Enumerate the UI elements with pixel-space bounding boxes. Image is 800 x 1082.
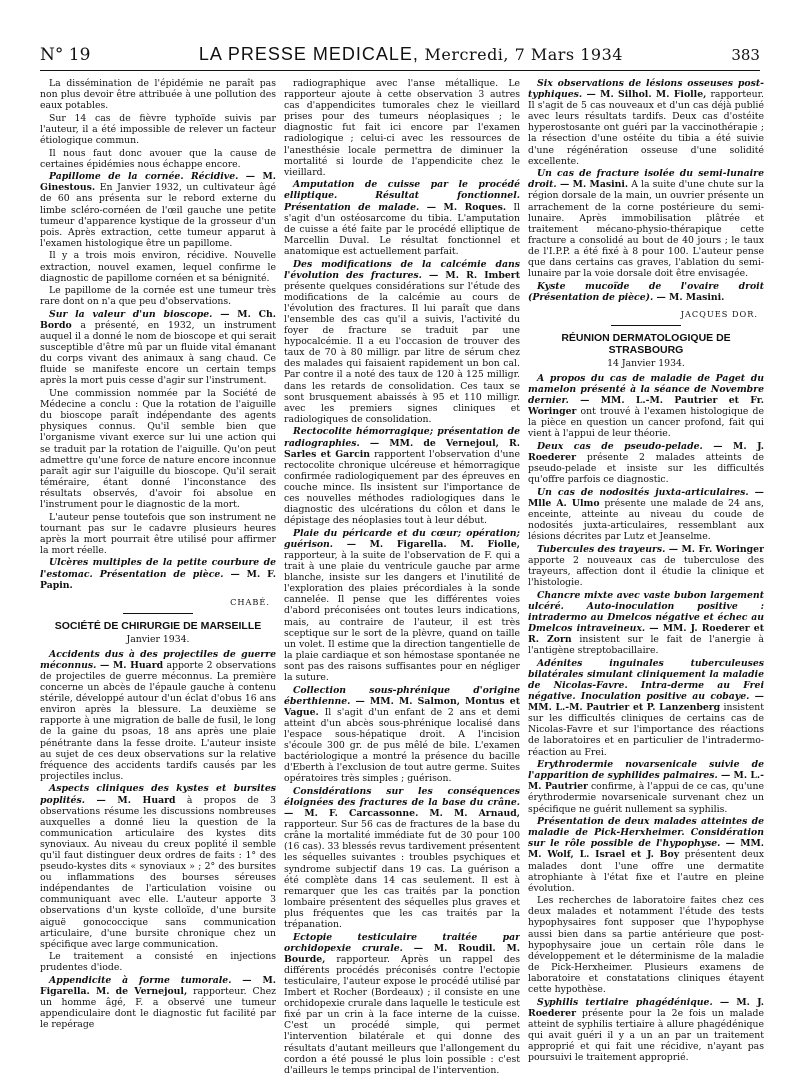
column-1b-paragraphs xyxy=(40,649,276,1031)
item-authors: — M. Roques. xyxy=(419,201,507,213)
column-3-paragraphs xyxy=(528,78,764,303)
column-1-paragraphs xyxy=(40,78,276,591)
item-body: confirme, à l'appui de ce cas, qu'une érythrodermie novarsenicale survenant chez un spécifique ne guérit nullement sa syphilis. xyxy=(528,781,764,815)
paragraph xyxy=(40,78,276,111)
paragraph xyxy=(528,168,764,279)
paragraph xyxy=(528,997,764,1064)
item-body: rapporteur, à la suite de l'observation de F. qui a trait à une plaie du ventricule gauche par arme blanche, insiste sur les dangers et l'inutilité de l'exploration des plaies précordiales à la sonde cannelée. Il pense que les différentes voies d'abord préconisées ont toutes leurs indications, mais, au contraire de l'auteur, il est très sceptique sur le sort de la plèvre, quand on taille un volet. Il estime que la direction tangentielle de la plaie cardiaque et son hémostase spontanée ne sont pas des raisons suffisantes pour en négliger la suture. xyxy=(284,549,520,683)
item-authors: — M. J. Roederer xyxy=(528,441,764,464)
column-2 xyxy=(284,78,520,1074)
paragraph xyxy=(284,932,520,1074)
paragraph xyxy=(528,78,764,167)
paragraph xyxy=(284,685,520,785)
item-title: Collection sous-phrénique d'origine éberthienne. xyxy=(284,684,520,707)
item-authors: — M. Figarella. M. de Vernejoul, xyxy=(40,975,276,998)
item-body: apporte 2 nouveaux cas de tuberculose des trayeurs, affection dont il étudie la clinique et l'histologie. xyxy=(528,554,764,589)
article-columns xyxy=(40,78,764,1074)
item-authors: — M. Ginestous. xyxy=(40,171,276,194)
item-title: Appendicite à forme tumorale. xyxy=(49,975,232,987)
signature: CHABÉ. xyxy=(230,596,270,607)
item-body: ont trouvé à l'examen histologique de la pièce en question un cancer profond, fait qui vient à l'appui de leur théorie. xyxy=(528,406,764,440)
item-title: Adénites inguinales tuberculeuses bilatérales simulant cliniquement la maladie de Nicolas-Favre. Intra-derme au Frei négative. Inoculation positive au cobaye. xyxy=(528,657,764,703)
item-body: rapporteur. Chez un homme âgé, F. a observé une tumeur appendiculaire dont le diagnostic fut facilité par le repérage xyxy=(40,986,276,1031)
item-authors: — M. F. Carcassonne. M. M. Arnaud, xyxy=(284,808,520,820)
item-title: Amputation de cuisse par le procédé elliptique. Résultat fonctionnel. Présentation de malade. xyxy=(284,179,520,213)
item-authors: — MM. M. Salmon, Montus et Vague. xyxy=(284,695,520,718)
paragraph xyxy=(528,658,764,758)
journal-title: LA PRESSE MEDICALE, xyxy=(198,44,419,64)
item-body: rapportent l'observation d'une rectocolite chronique ulcéreuse et hémorragique confirmée radiologiquement par des épreuves en couche mince. Ils insistent sur l'importance de ces nouvelles méthodes radiologiques dans le diagnostic des ulcérations du côlon et dans le dépistage des néoplasies tout à leur début. xyxy=(284,448,520,527)
item-authors: — M. Silhol. M. Fiolle, xyxy=(582,89,707,101)
paragraph xyxy=(284,179,520,257)
item-body: présente quelques considérations sur l'étude des modifications de la calcémie au cours de l'évolution des fractures. Il lui paraît que dans l'ensemble des cas qu'il a suivis, l'activité du foyer de fracture se traduit par une hypocalcémie. Il a eu l'occasion de trouver des taux de 70 à 80 milligr. par litre de sérum chez des malades qui faisaient rapidement un bon cal. Par contre il a noté des taux de 120 à 125 milligr. dans les retards de consolidation. Ces taux se sont brusquement abaissés à 95 et 110 milligr. avec les premiers signes cliniques et radiologiques de consolidation. xyxy=(284,280,520,425)
item-body: En Janvier 1932, un cultivateur âgé de 60 ans présenta sur le rebord externe du limbe scléro-cornéen de l'œil gauche une petite tumeur d'apparence kystique de la grosseur d'un pois. Après extraction, cette tumeur apparut à l'examen histologique être un papillome. xyxy=(40,182,276,249)
item-authors: — Mlle A. Ulmo xyxy=(528,486,764,509)
page-number: 383 xyxy=(731,46,760,64)
item-body: Une commission nommée par la Société de Médecine a conclu : Que la rotation de l'aiguille du bioscope paraît indépendante des agents physiques connus. Qu'il semble bien que l'organisme vivant exerce sur lui une action qui se traduit par la rotation de l'aiguille. Qu'on peut admettre qu'une force de nature encore inconnue paraît agir sur l'aiguille du bioscope. Qu'il serait téméraire, étant donné l'inconstance des résultats observés, d'avoir foi absolue en l'instrument pour le diagnostic de la mort. xyxy=(40,388,276,510)
paragraph xyxy=(40,512,276,556)
item-title: Six observations de lésions osseuses post-typhiques. xyxy=(528,78,764,101)
signature: JACQUES DOR. xyxy=(680,308,758,319)
paragraph xyxy=(528,895,764,995)
section-divider xyxy=(611,325,681,326)
item-body: présente une malade de 24 ans, enceinte, atteinte au niveau du coude de nodosités juxta-articulaires, ressemblant aux lésions décrites par Lutz et Jeanselme. xyxy=(528,498,764,543)
issue-date: Mercredi, 7 Mars 1934 xyxy=(424,45,623,64)
item-authors: — M. Roudil. M. Bourde, xyxy=(284,942,520,965)
section-date: 14 Janvier 1934. xyxy=(607,357,685,369)
paragraph xyxy=(528,441,764,485)
item-title: Considérations sur les conséquences éloignées des fractures de la base du crâne. xyxy=(284,785,520,808)
paragraph xyxy=(284,528,520,683)
column-2-paragraphs xyxy=(284,78,520,1074)
paragraph xyxy=(40,250,276,283)
issue-number: N° 19 xyxy=(40,45,91,65)
page-header xyxy=(40,44,760,71)
journal-masthead xyxy=(199,44,623,65)
item-authors: — M. J. Roederer xyxy=(528,996,764,1019)
item-body: a présenté, en 1932, un instrument auquel il a donné le nom de bioscope et qui serait susceptible d'être mû par un fluide vital émanant du corps vivant des animaux à sang chaud. Ce fluide se manifeste encore un certain temps après la mort puis cesse d'agir sur l'instrument. xyxy=(40,319,276,387)
item-title: Plaie du péricarde et du cœur; opération; guérison. xyxy=(284,527,520,550)
section-heading: RÉUNION DERMATOLOGIQUE DE STRASBOURG xyxy=(561,331,731,356)
paragraph xyxy=(284,259,520,425)
paragraph xyxy=(40,951,276,973)
item-body: rapporteur. Il s'agit de 5 cas nouveaux et d'un cas déjà publié avec leurs résultats tardifs. Deux cas d'ostéite hyperostosante ont guéri par la vaccinothérapie ; la résection d'une ostéite du tibia a été suivie d'une régénération osseuse d'une solidité excellente. xyxy=(528,89,764,167)
paragraph xyxy=(528,759,764,814)
item-authors: — MM. L.-M. Pautrier et P. Lanzenberg xyxy=(528,691,764,714)
item-authors: — M. Masini. xyxy=(556,179,629,191)
item-body: radiographique avec l'anse métallique. Le rapporteur ajoute à cette observation 3 autres cas d'appendicites tumorales chez le vieillard prises pour des tumeurs néoplasiques ; le diagnostic fut fait ici encore par l'examen radiologique ; celui-ci avec les ressources de l'anesthésie locale permettra de diminuer la mortalité si lourde de l'appendicite chez le vieillard. xyxy=(284,78,520,178)
item-authors: — MM. M. Wolf, L. Israel et J. Boy xyxy=(528,838,764,861)
item-title: Ectopie testiculaire traitée par orchidopexie crurale. xyxy=(284,931,520,954)
item-title: Erythrodermie novarsenicale suivie de l'apparition de syphilides palmaires. xyxy=(528,759,764,782)
item-body: présentent deux malades dont l'une offre une dermatite atrophiante à l'état fixe et l'autre en pleine évolution. xyxy=(528,849,764,894)
paragraph xyxy=(528,544,764,588)
item-body: apporte 2 observations de projectiles de guerre méconnus. La première concerne un abcès de l'épaule gauche à contenu stérile, développé autour d'un éclat d'obus 16 ans environ après la blessure. La deuxième se rapporte à une migration de balle de fusil, le long de la gaine du psoas, 18 ans après une plaie pénétrante dans la fesse droite. L'auteur insiste au sujet de ces deux observations sur la relative fréquence des accidents tardifs causés par les projectiles inclus. xyxy=(40,659,276,782)
item-authors: — M. Huard xyxy=(84,794,176,806)
column-1 xyxy=(40,78,276,1074)
paragraph xyxy=(40,148,276,170)
item-body: Il nous faut donc avouer que la cause de certaines épidémies nous échappe encore. xyxy=(40,147,276,170)
item-body: à propos de 3 observations résume les discussions nombreuses auxquelles a donné lieu la question de la communication articulaire des kystes dits synoviaux. Au niveau du creux poplité il semble qu'il faut distinguer deux ordres de faits : 1° des pseudo-kystes dits « synoviaux » ; 2° des bursites ou inflammations des bourses séreuses indépendantes de l'articulation voisine ou communiquant avec elle. L'auteur apporte 3 observations d'un kyste colloïde, d'une bursite aiguë gonococcique sans communication articulaire, d'une bursite chronique chez un spécifique avec large communication. xyxy=(40,794,276,950)
paragraph xyxy=(40,649,276,782)
item-title: Sur la valeur d'un bioscope. xyxy=(49,308,213,320)
item-body: Il s'agit d'un ostéosarcome du tibia. L'amputation de cuisse a été faite par le procédé elliptique de Marcellin Duval. Le résultat fonctionnel et anatomique est actuellement parfait. xyxy=(284,201,520,257)
item-title: Tubercules des trayeurs. xyxy=(537,543,666,555)
item-body: présente 2 malades atteints de pseudo-pelade et insiste sur les difficultés qu'offre parfois ce diagnostic. xyxy=(528,452,764,486)
item-body: La dissémination de l'épidémie ne paraît pas non plus devoir être attribuée à une pollution des eaux potables. xyxy=(40,78,276,112)
item-body: présente pour la 2e fois un malade atteint de syphilis tertiaire à allure phagédénique qui avait guéri il y a un an par un traitement approprié et qui fait une récidive, n'ayant pas poursuivi le traitement approprié. xyxy=(528,1007,764,1064)
paragraph xyxy=(40,783,276,949)
column-3 xyxy=(528,78,764,1074)
paragraph xyxy=(528,281,764,303)
item-title: Un cas de fracture isolée du semi-lunaire droit. xyxy=(528,168,764,191)
item-title: A propos du cas de maladie de Paget du mamelon présenté à la séance de Novembre dernier. xyxy=(528,372,764,407)
item-body: rapporteur. Sur 56 cas de fractures de la base du crâne la mortalité immédiate fut de 30 pour 100 (16 cas). 33 blessés revus tardivement présentent les séquelles suivantes : troubles psychiques et syndrome subjectif dans 19 cas. La guérison a été complète dans 14 cas seulement. Il est à remarquer que les cas traités par la ponction lombaire présentent des séquelles plus graves et plus fréquentes que les cas traités par la trépanation. xyxy=(284,819,520,931)
item-title: Chancre mixte avec vaste bubon largement ulcéré. Auto-inoculation positive : intradermo au Dmelcos négative et échec au Dmelcos intraveineux. xyxy=(528,589,764,635)
item-authors: — MM. L.-M. Pautrier et Fr. Woringer xyxy=(528,395,764,418)
section-date: Janvier 1934. xyxy=(126,633,190,645)
item-authors: — M. Figarella. M. Fiolle, xyxy=(333,538,520,550)
paragraph xyxy=(40,171,276,249)
item-title: Accidents dus à des projectiles de guerre méconnus. xyxy=(40,648,276,671)
item-body: insistent sur les difficultés cliniques de certains cas de Nicolas-Favre et sur l'importance des réactions de laboratoires et en particulier de l'intradermo-réaction au Frei. xyxy=(528,702,764,758)
item-body: insistent sur le fait de l'anergie à l'antigène streptobacillaire. xyxy=(528,634,764,657)
paragraph xyxy=(528,590,764,657)
section-divider xyxy=(123,613,193,614)
item-title: Syphilis tertiaire phagédénique. xyxy=(537,996,713,1008)
item-body: Sur 14 cas de fièvre typhoïde suivis par l'auteur, il a été impossible de relever un facteur étiologique commun. xyxy=(40,112,276,146)
item-title: Des modifications de la calcémie dans l'évolution des fractures. xyxy=(284,258,520,281)
item-authors: — M. L.-M. Pautrier xyxy=(528,770,764,793)
paragraph xyxy=(284,426,520,526)
paragraph xyxy=(528,487,764,542)
item-title: Aspects cliniques des kystes et bursites poplités. xyxy=(40,783,276,806)
paragraph xyxy=(40,285,276,307)
item-body: rapporteur. Après un rappel des différents procédés préconisés contre l'ectopie testiculaire, l'auteur expose le procédé utilisé par Imbert et Rocher (Bordeaux) ; il consiste en une orchidopexie crurale dans laquelle le testicule est fixé par un crin à la face interne de la cuisse. C'est un procédé simple, qui permet l'intervention bilatérale et qui donne des résultats d'autant meilleurs que l'allongement du cordon a été poussé le plus loin possible : c'est d'ailleurs le temps principal de l'intervention. xyxy=(284,953,520,1074)
item-body: Les recherches de laboratoire faites chez ces deux malades et notamment l'étude des tests hypophysaires font supposer que l'hypophyse aussi bien dans sa partie antérieure que post-hypophysaire joue un certain rôle dans le développement et le déterminisme de la maladie de Pick-Herxheimer. Plusieurs examens de laboratoire et constatations cliniques étayent cette hypothèse. xyxy=(528,895,764,996)
item-body: Le traitement a consisté en injections prudentes d'iode. xyxy=(40,951,276,974)
paragraph xyxy=(528,373,764,440)
paragraph xyxy=(284,786,520,930)
item-title: Un cas de nodosités juxta-articulaires. xyxy=(537,486,749,498)
paragraph xyxy=(284,78,520,178)
item-title: Papillome de la cornée. Récidive. xyxy=(49,171,239,183)
paragraph xyxy=(40,975,276,1030)
paragraph xyxy=(528,816,764,894)
paragraph xyxy=(40,309,276,387)
item-body: A la suite d'une chute sur la région dorsale de la main, un ouvrier présente un arrachement de la corne postérieure du semi-lunaire. Après immobilisation plâtrée et traitement mécano-physio-thérapique cette fracture a consolidé au bout de 40 jours ; le taux de l'I.P.P. a été fixé à 8 pour 100. L'auteur pense que dans certains cas graves, l'ablation du semi-lunaire par la voie dorsale doit être envisagée. xyxy=(528,179,764,280)
item-body: Le papillome de la cornée est une tumeur très rare dont on n'a que peu d'observations. xyxy=(40,285,276,308)
item-title: Rectocolite hémorragique; présentation de radiographies. xyxy=(284,426,520,449)
item-title: Deux cas de pseudo-pelade. xyxy=(537,441,703,453)
item-title: Présentation de deux malades atteintes de maladie de Pick-Herxheimer. Considération sur le rôle possible de l'hypophyse. xyxy=(528,816,764,850)
paragraph xyxy=(40,388,276,510)
item-authors: — MM. J. Roederer et R. Zorn xyxy=(528,623,764,646)
item-authors: — M. Fr. Woringer xyxy=(665,543,764,555)
item-title: Ulcères multiples de la petite courbure de l'estomac. Présentation de pièce. xyxy=(40,557,276,580)
item-authors: — MM. de Vernejoul, R. Sarles et Garcin xyxy=(284,437,520,460)
item-authors: — M. F. Papin. xyxy=(40,568,276,591)
item-body: L'auteur pense toutefois que son instrument ne tournant pas sur le cadavre plusieurs heures après la mort pourrait être utilisé pour affirmer la mort réelle. xyxy=(40,511,276,556)
item-body: Il s'agit d'un enfant de 2 ans et demi atteint d'un abcès sous-phrénique localisé dans l'espace sous-hépatique droit. A l'incision s'écoule 300 gr. de pus mêlé de bile. L'examen bactériologique a montré la présence du bacille d'Eberth à l'exclusion de tout autre germe. Suites opératoires très simples ; guérison. xyxy=(284,706,520,785)
item-title: Kyste mucoïde de l'ovaire droit (Présentation de pièce). xyxy=(528,280,764,303)
section-heading: SOCIÉTÉ DE CHIRURGIE DE MARSEILLE xyxy=(54,619,262,632)
item-authors: — M. Ch. Bordo xyxy=(40,308,276,331)
column-3b-paragraphs xyxy=(528,373,764,1063)
item-authors: — M. Huard xyxy=(96,659,164,671)
item-authors: — M. R. Imbert xyxy=(421,269,520,281)
item-body: Il y a trois mois environ, récidive. Nouvelle extraction, nouvel examen, lequel confirme le diagnostic de papillome cornéen et sa bénignité. xyxy=(40,250,276,284)
item-authors: — M. Masini. xyxy=(653,291,725,303)
paragraph xyxy=(40,557,276,590)
paragraph xyxy=(40,113,276,146)
